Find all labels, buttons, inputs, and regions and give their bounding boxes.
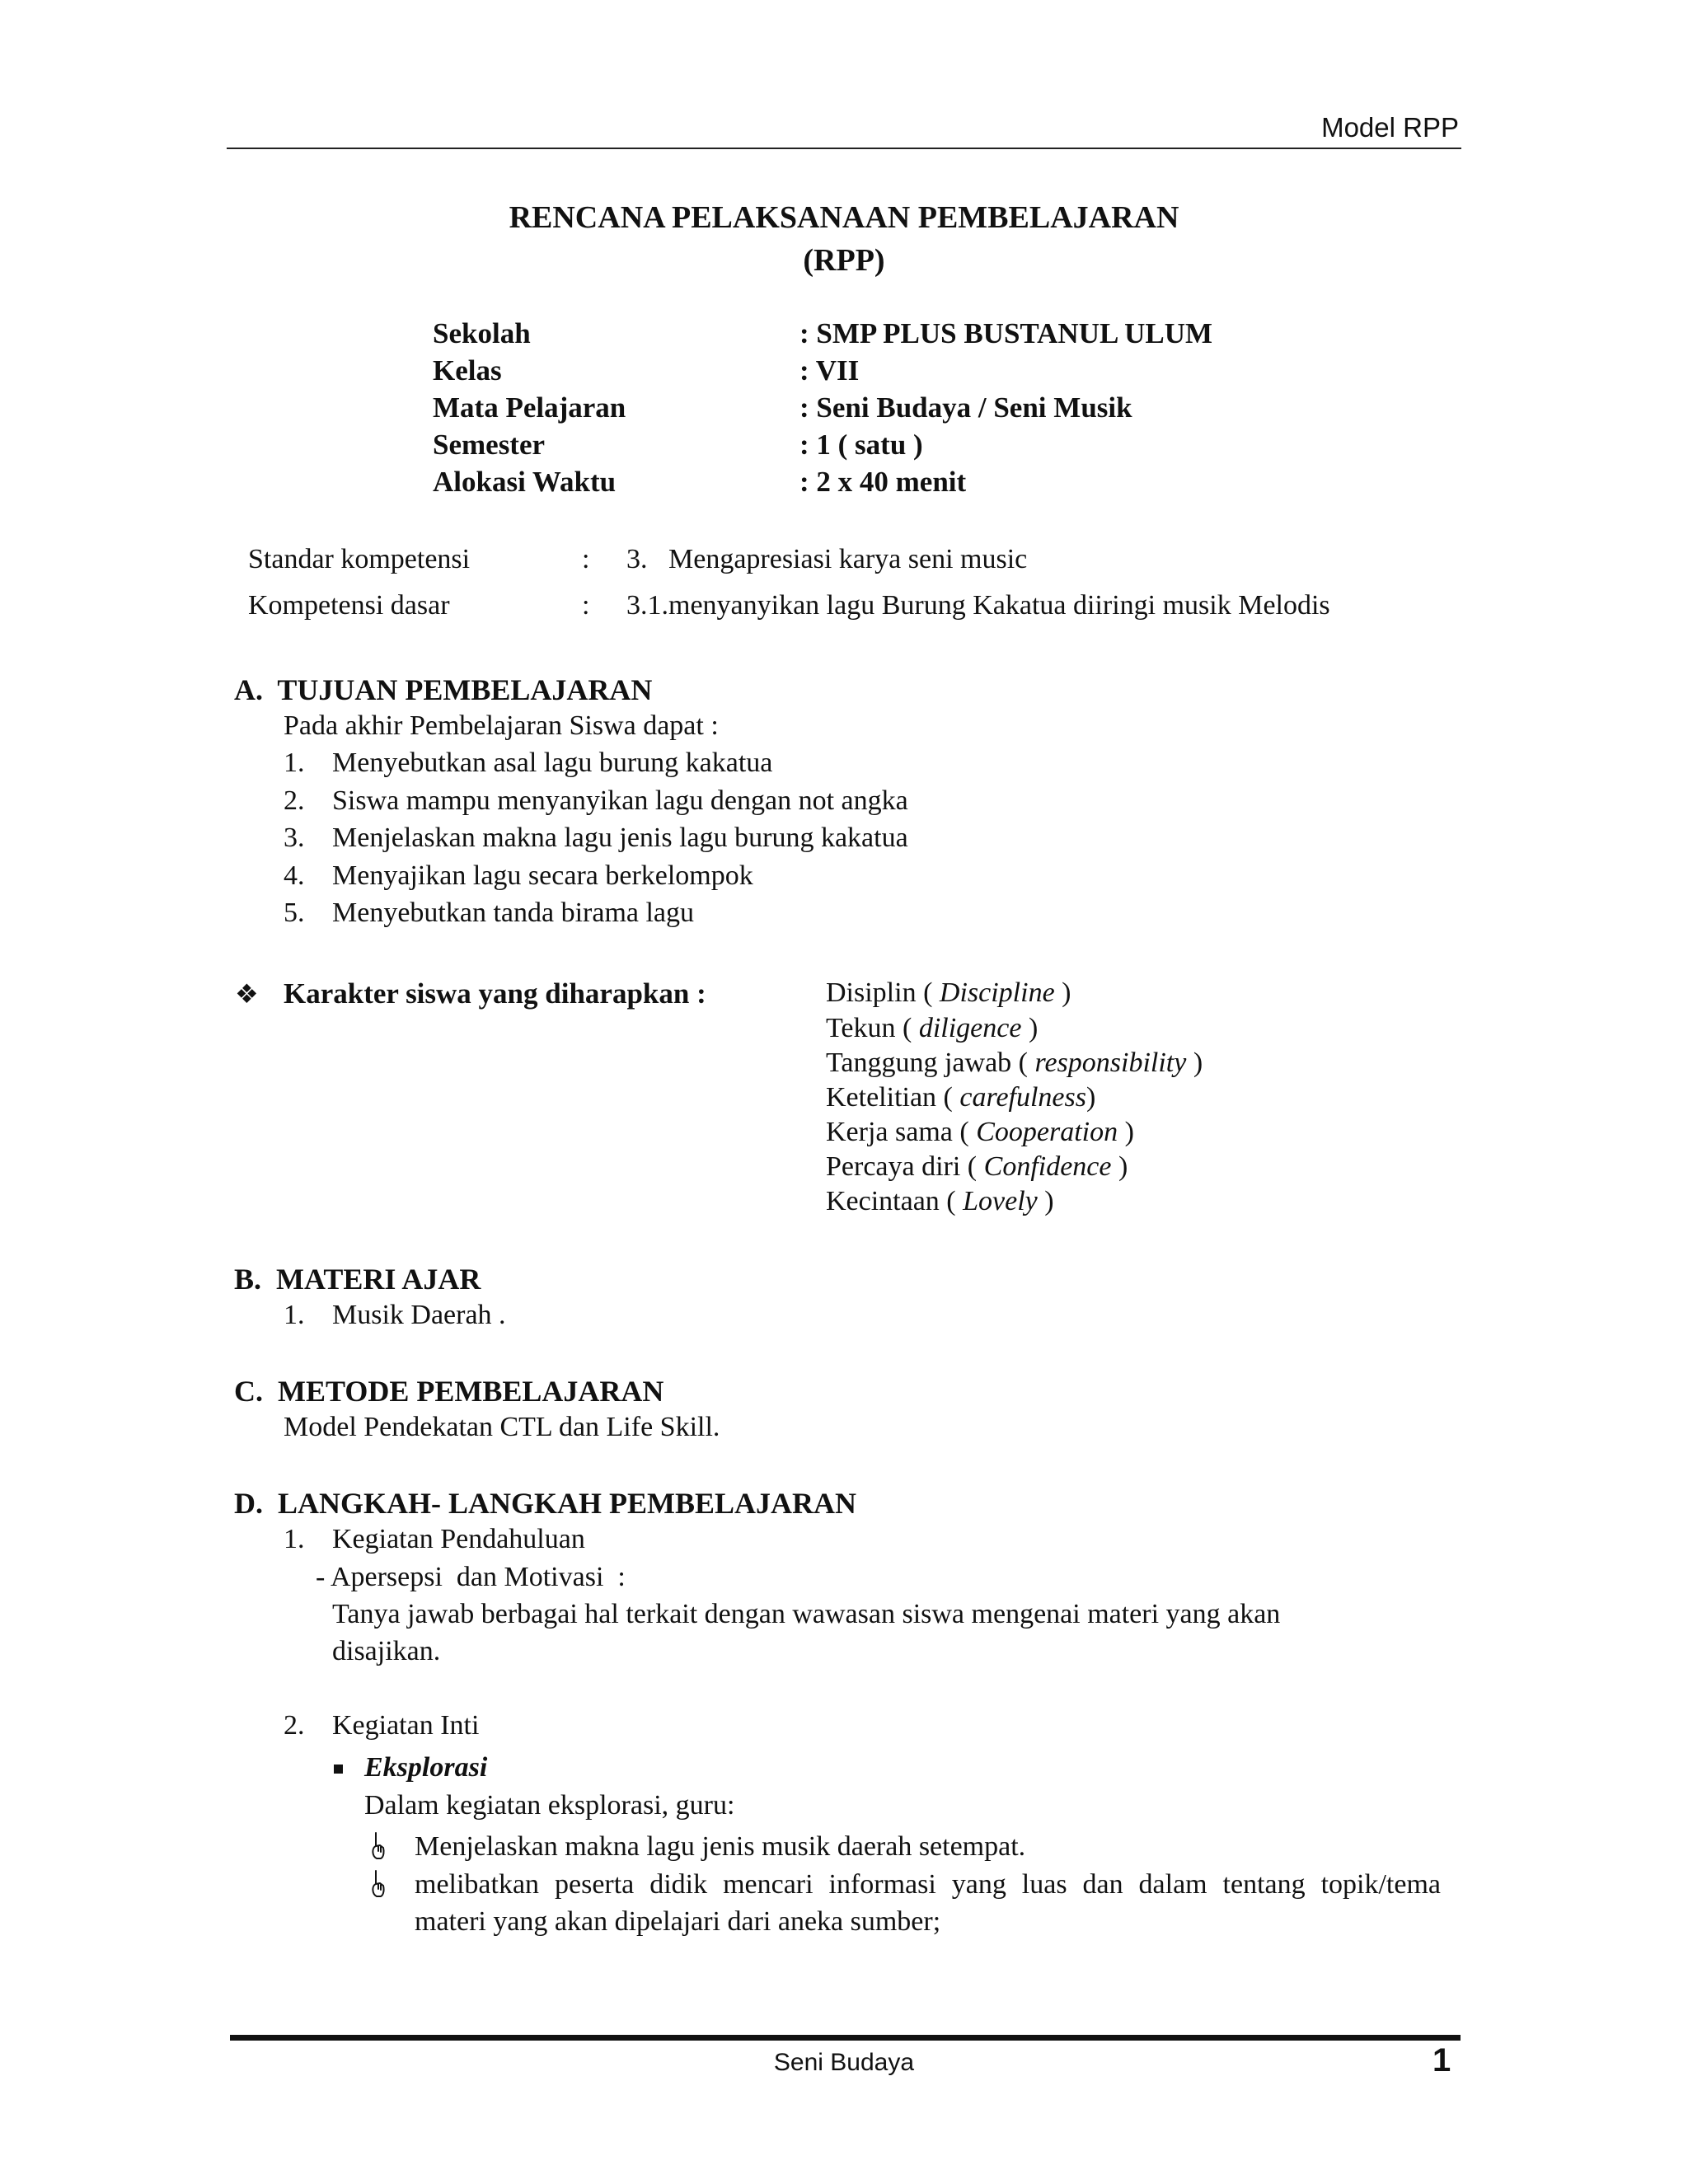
eksplorasi-intro: Dalam kegiatan eksplorasi, guru: [364, 1790, 735, 1821]
step-number: 2. [284, 1710, 305, 1741]
trait-item: Ketelitian ( carefulness) [826, 1082, 1096, 1113]
page-number: 1 [1432, 2042, 1451, 2079]
kompetensi-dasar-sep: : [582, 590, 590, 621]
footer-rule [230, 2035, 1461, 2041]
list-item-number: 5. [284, 898, 305, 928]
identity-value: : 1 ( satu ) [799, 429, 923, 461]
eksplorasi-bullet: melibatkan peserta didik mencari informasi yang luas dan dalam tentang topik/tema [415, 1869, 1441, 1900]
section-c-text: Model Pendekatan CTL dan Life Skill. [284, 1412, 720, 1442]
eksplorasi-bullet: Menjelaskan makna lagu jenis musik daerah setempat. [415, 1831, 1026, 1862]
kompetensi-dasar-label: Kompetensi dasar [248, 590, 450, 621]
eksplorasi-bullet-continuation: materi yang akan dipelajari dari aneka sumber; [415, 1906, 941, 1937]
apersepsi-text: Tanya jawab berbagai hal terkait dengan wawasan siswa mengenai materi yang akan [332, 1599, 1281, 1629]
list-item-number: 1. [284, 1300, 305, 1330]
identity-label: Alokasi Waktu [433, 466, 617, 498]
trait-item: Percaya diri ( Confidence ) [826, 1151, 1128, 1182]
footer-label: Seni Budaya [773, 2049, 915, 2076]
identity-row-mata-pelajaran [0, 391, 1688, 424]
identity-value: : SMP PLUS BUSTANUL ULUM [799, 317, 1213, 349]
list-item: Musik Daerah . [332, 1300, 506, 1330]
step-title: Kegiatan Inti [332, 1710, 480, 1741]
section-b-heading: B. MATERI AJAR [234, 1263, 481, 1296]
trait-item: Tekun ( diligence ) [826, 1013, 1039, 1043]
identity-value: : 2 x 40 menit [799, 466, 967, 498]
section-c-heading: C. METODE PEMBELAJARAN [234, 1375, 664, 1408]
list-item: Menjelaskan makna lagu jenis lagu burung kakatua [332, 823, 908, 853]
header-label: Model RPP [1321, 112, 1459, 143]
trait-item: Tanggung jawab ( responsibility ) [826, 1047, 1203, 1078]
document-subtitle: (RPP) [803, 243, 885, 278]
apersepsi-text: disajikan. [332, 1636, 441, 1666]
identity-row-semester [0, 429, 1688, 462]
list-item-number: 1. [284, 748, 305, 778]
standar-kompetensi-value: 3. Mengapresiasi karya seni music [626, 544, 1028, 574]
square-bullet-icon [334, 1765, 343, 1774]
document-title: RENCANA PELAKSANAAN PEMBELAJARAN [509, 200, 1179, 235]
list-item: Siswa mampu menyanyikan lagu dengan not angka [332, 785, 908, 816]
trait-item: Kecintaan ( Lovely ) [826, 1186, 1054, 1216]
section-a-intro: Pada akhir Pembelajaran Siswa dapat : [284, 710, 719, 741]
trait-item: Kerja sama ( Cooperation ) [826, 1117, 1134, 1147]
eksplorasi-label: Eksplorasi [364, 1752, 488, 1783]
character-label: Karakter siswa yang diharapkan : [284, 977, 706, 1010]
step-title: Kegiatan Pendahuluan [332, 1524, 585, 1554]
diamond-bullet-icon: ❖ [235, 979, 259, 1009]
identity-row-kelas [0, 354, 1688, 387]
list-item: Menyebutkan tanda birama lagu [332, 898, 695, 928]
section-a-heading: A. TUJUAN PEMBELAJARAN [234, 673, 653, 706]
step-number: 1. [284, 1524, 305, 1554]
identity-row-sekolah [0, 317, 1688, 350]
pointing-hand-icon [368, 1831, 387, 1861]
identity-label: Mata Pelajaran [433, 391, 626, 424]
kompetensi-dasar-value: 3.1.menyanyikan lagu Burung Kakatua diiringi musik Melodis [626, 590, 1330, 621]
pointing-hand-icon [368, 1869, 387, 1899]
trait-item: Disiplin ( Discipline ) [826, 977, 1071, 1008]
list-item-number: 4. [284, 860, 305, 891]
standar-kompetensi-sep: : [582, 544, 590, 574]
list-item: Menyebutkan asal lagu burung kakatua [332, 748, 773, 778]
identity-value: : Seni Budaya / Seni Musik [799, 391, 1132, 424]
header-rule [227, 148, 1461, 149]
apersepsi-label: - Apersepsi dan Motivasi : [316, 1562, 626, 1592]
list-item-number: 3. [284, 823, 305, 853]
section-d-heading: D. LANGKAH- LANGKAH PEMBELAJARAN [234, 1487, 857, 1520]
standar-kompetensi-label: Standar kompetensi [248, 544, 471, 574]
identity-label: Semester [433, 429, 546, 461]
identity-label: Kelas [433, 354, 502, 387]
list-item: Menyajikan lagu secara berkelompok [332, 860, 753, 891]
list-item-number: 2. [284, 785, 305, 816]
identity-label: Sekolah [433, 317, 531, 349]
identity-row-alokasi-waktu [0, 466, 1688, 499]
identity-value: : VII [799, 354, 860, 387]
